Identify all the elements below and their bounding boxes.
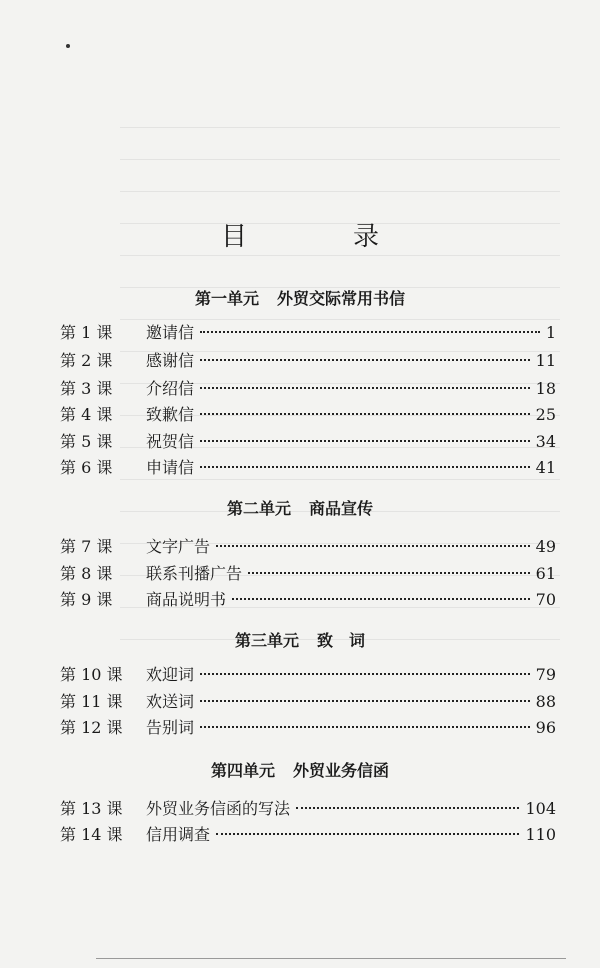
toc-entry[interactable]: [60, 429, 556, 453]
page-number: 25: [535, 405, 556, 424]
unit-heading-4: [0, 758, 600, 781]
unit-heading-1: [0, 286, 600, 309]
lesson-title: 致歉信: [146, 405, 195, 424]
lesson-number: 第 13 课: [60, 799, 123, 818]
lesson-title: 告别词: [146, 718, 195, 737]
dot-leader: [200, 700, 530, 702]
lesson-number: 第 8 课: [60, 564, 113, 583]
lesson-number: 第 11 课: [60, 692, 123, 711]
toc-entry[interactable]: [60, 822, 556, 846]
dot-leader: [200, 359, 530, 361]
dot-leader: [216, 833, 519, 835]
toc-entry[interactable]: [60, 587, 556, 611]
lesson-number: 第 6 课: [60, 458, 113, 477]
unit-heading-2: [0, 496, 600, 519]
page-number: 88: [535, 692, 556, 711]
lesson-title: 申请信: [146, 458, 195, 477]
unit-name: 商品宣传: [309, 499, 374, 518]
toc-entry[interactable]: [60, 796, 556, 820]
lesson-number: 第 3 课: [60, 379, 113, 398]
lesson-title: 感谢信: [146, 351, 195, 370]
lesson-number: 第 4 课: [60, 405, 113, 424]
lesson-number: 第 14 课: [60, 825, 123, 844]
lesson-number: 第 1 课: [60, 323, 113, 342]
lesson-title: 文字广告: [146, 537, 211, 556]
page-title: 目 录: [220, 222, 419, 252]
page-number: 49: [535, 537, 556, 556]
lesson-number: 第 5 课: [60, 432, 113, 451]
toc-entry[interactable]: [60, 561, 556, 585]
lesson-title: 联系刊播广告: [146, 564, 243, 583]
unit-name: 致 词: [317, 631, 366, 650]
page-number: 110: [525, 825, 556, 844]
dot-leader: [200, 413, 530, 415]
unit-number: 第三单元: [234, 631, 299, 650]
page-number: 18: [535, 379, 556, 398]
toc-entry[interactable]: [60, 689, 556, 713]
dot-leader: [200, 726, 530, 728]
page-number: 11: [535, 351, 556, 370]
page-number: 104: [525, 799, 556, 818]
toc-entry[interactable]: [60, 320, 556, 344]
unit-name: 外贸业务信函: [293, 761, 390, 780]
page-number: 70: [535, 590, 556, 609]
lesson-number: 第 10 课: [60, 665, 123, 684]
page-number: 41: [535, 458, 556, 477]
unit-number: 第四单元: [210, 761, 275, 780]
toc-entry[interactable]: [60, 534, 556, 558]
lesson-title: 商品说明书: [146, 590, 227, 609]
unit-heading-3: [0, 628, 600, 651]
dot-leader: [232, 598, 530, 600]
page-number: 61: [535, 564, 556, 583]
page-number: 96: [535, 718, 556, 737]
page-number: 34: [535, 432, 556, 451]
toc-entry[interactable]: [60, 376, 556, 400]
unit-number: 第一单元: [194, 289, 259, 308]
lesson-number: 第 2 课: [60, 351, 113, 370]
lesson-number: 第 7 课: [60, 537, 113, 556]
lesson-title: 信用调查: [146, 825, 211, 844]
lesson-title: 欢迎词: [146, 665, 195, 684]
dot-leader: [248, 572, 530, 574]
dot-leader: [296, 807, 519, 809]
toc-entry[interactable]: [60, 348, 556, 372]
dot-leader: [200, 331, 540, 333]
dot-leader: [200, 466, 530, 468]
lesson-title: 介绍信: [146, 379, 195, 398]
page-number: 1: [545, 323, 556, 342]
lesson-title: 欢送词: [146, 692, 195, 711]
lesson-number: 第 9 课: [60, 590, 113, 609]
unit-name: 外贸交际常用书信: [277, 289, 406, 308]
page-edge-line: [96, 958, 566, 959]
ink-dot: [66, 44, 70, 48]
toc-entry[interactable]: [60, 402, 556, 426]
dot-leader: [200, 673, 530, 675]
lesson-number: 第 12 课: [60, 718, 123, 737]
toc-entry[interactable]: [60, 662, 556, 686]
lesson-title: 祝贺信: [146, 432, 195, 451]
toc-entry[interactable]: [60, 715, 556, 739]
toc-entry[interactable]: [60, 455, 556, 479]
lesson-title: 邀请信: [146, 323, 195, 342]
dot-leader: [200, 440, 530, 442]
page-number: 79: [535, 665, 556, 684]
dot-leader: [216, 545, 530, 547]
dot-leader: [200, 387, 530, 389]
lesson-title: 外贸业务信函的写法: [146, 799, 291, 818]
unit-number: 第二单元: [226, 499, 291, 518]
